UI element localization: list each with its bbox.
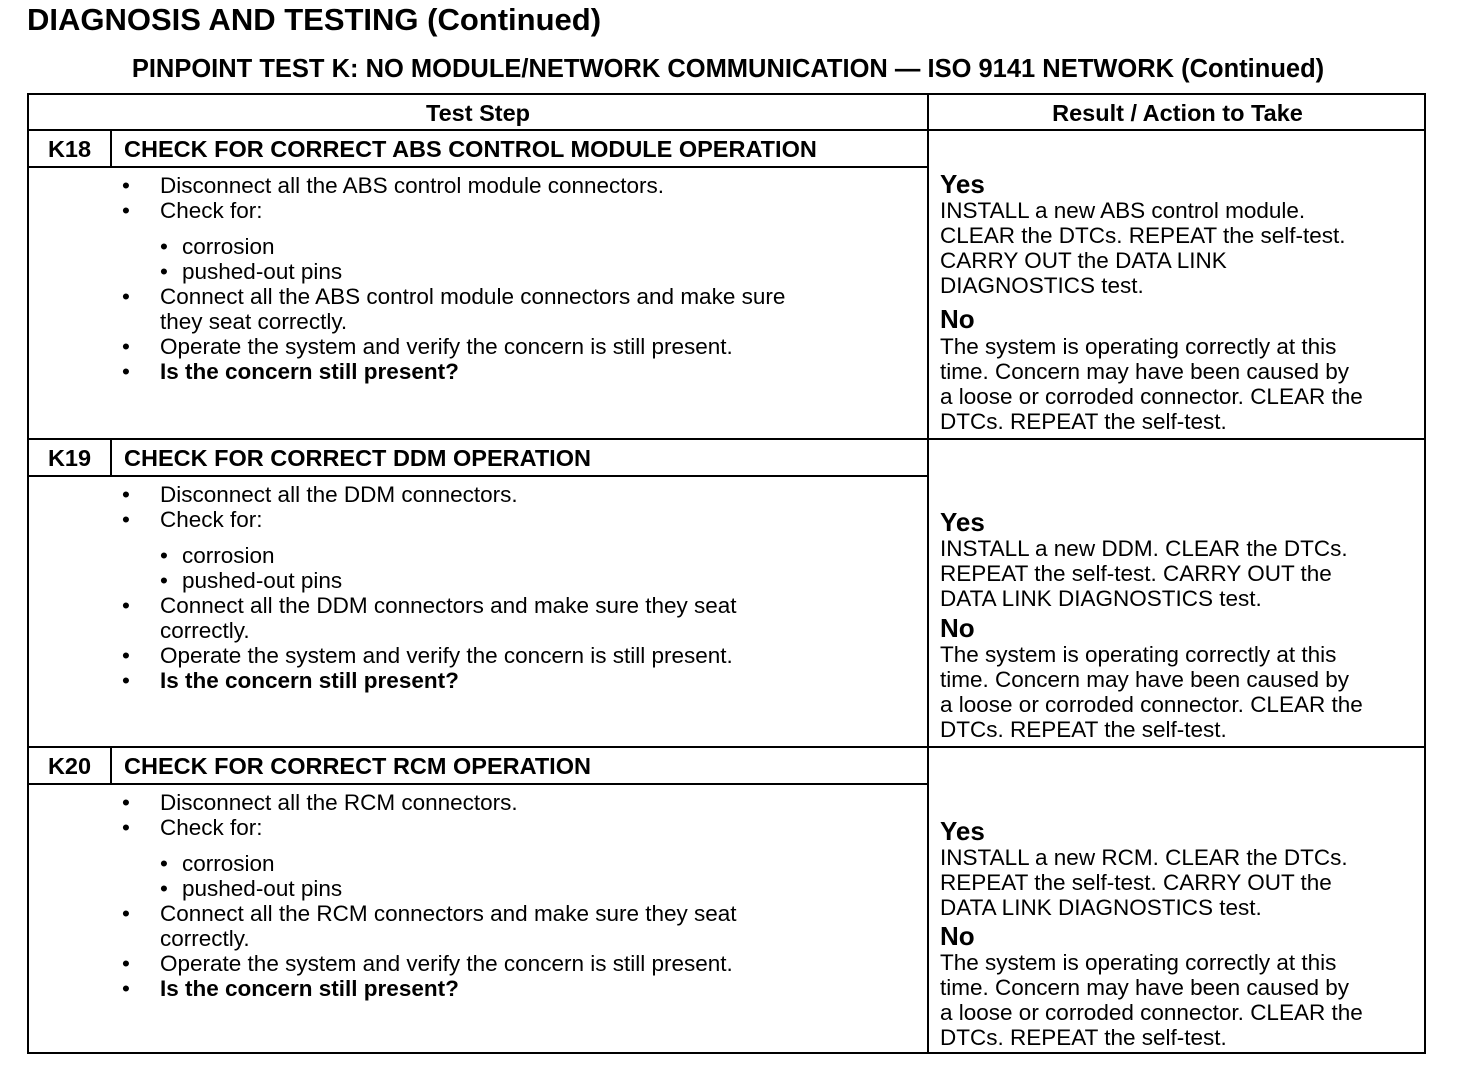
header-result-action: Result / Action to Take [929, 95, 1426, 131]
bullet: • [122, 482, 130, 507]
no-action-line: time. Concern may have been caused by [940, 667, 1349, 692]
pinpoint-test-title: PINPOINT TEST K: NO MODULE/NETWORK COMMUNICATION — ISO 9141 NETWORK (Continued) [131, 55, 1325, 83]
step-line: Operate the system and verify the concern is still present. [160, 643, 733, 668]
no-action-line: DTCs. REPEAT the self-test. [940, 409, 1227, 434]
step-body [29, 477, 929, 746]
yes-action-line: REPEAT the self-test. CARRY OUT the [940, 870, 1332, 895]
no-action-line: DTCs. REPEAT the self-test. [940, 1025, 1227, 1050]
bullet: • [122, 643, 130, 668]
test-block-k18 [29, 131, 1426, 440]
bullet: • [122, 593, 130, 618]
step-line: Connect all the RCM connectors and make sure they seat [160, 901, 737, 926]
yes-action-line: CARRY OUT the DATA LINK [940, 248, 1227, 273]
no-label: No [940, 304, 975, 334]
sub-bullet: • [160, 876, 168, 901]
step-title: CHECK FOR CORRECT DDM OPERATION [112, 440, 929, 477]
step-subitem: corrosion [182, 851, 275, 876]
step-line: Disconnect all the ABS control module connectors. [160, 173, 665, 198]
no-action-line: DTCs. REPEAT the self-test. [940, 717, 1227, 742]
sub-bullet: • [160, 259, 168, 284]
step-body [29, 785, 929, 1054]
step-line: Connect all the DDM connectors and make sure they seat [160, 593, 737, 618]
bullet: • [122, 173, 130, 198]
step-title: CHECK FOR CORRECT ABS CONTROL MODULE OPERATION [112, 131, 929, 168]
step-subitem: pushed-out pins [182, 259, 343, 284]
step-question: Is the concern still present? [160, 359, 459, 384]
step-line: Operate the system and verify the concern is still present. [160, 334, 733, 359]
yes-action-line: DIAGNOSTICS test. [940, 273, 1144, 298]
no-action-line: The system is operating correctly at this [940, 334, 1337, 359]
no-action-line: The system is operating correctly at this [940, 642, 1337, 667]
header-test-step: Test Step [29, 95, 929, 131]
yes-action-line: DATA LINK DIAGNOSTICS test. [940, 586, 1262, 611]
yes-action-line: REPEAT the self-test. CARRY OUT the [940, 561, 1332, 586]
bullet: • [122, 198, 130, 223]
step-body [29, 168, 929, 438]
step-question: Is the concern still present? [160, 668, 459, 693]
step-subitem: pushed-out pins [182, 568, 343, 593]
test-block-k19 [29, 440, 1426, 748]
step-subitem: corrosion [182, 543, 275, 568]
step-line: Check for: [160, 198, 263, 223]
sub-bullet: • [160, 543, 168, 568]
step-title: CHECK FOR CORRECT RCM OPERATION [112, 748, 929, 785]
bullet: • [122, 976, 130, 1001]
step-line: Check for: [160, 507, 263, 532]
bullet: • [122, 951, 130, 976]
yes-label: Yes [940, 816, 985, 846]
sub-bullet: • [160, 234, 168, 259]
yes-action-line: INSTALL a new ABS control module. [940, 198, 1306, 223]
yes-label: Yes [940, 169, 985, 199]
step-line: Check for: [160, 815, 263, 840]
bullet: • [122, 334, 130, 359]
step-line: correctly. [160, 926, 250, 951]
no-label: No [940, 921, 975, 951]
no-action-line: a loose or corroded connector. CLEAR the [940, 384, 1363, 409]
no-label: No [940, 613, 975, 643]
bullet: • [122, 507, 130, 532]
no-action-line: a loose or corroded connector. CLEAR the [940, 1000, 1363, 1025]
sub-bullet: • [160, 568, 168, 593]
yes-action-line: INSTALL a new RCM. CLEAR the DTCs. [940, 845, 1348, 870]
step-subitem: corrosion [182, 234, 275, 259]
pinpoint-test-table [27, 93, 1426, 1054]
step-subitem: pushed-out pins [182, 876, 343, 901]
step-line: correctly. [160, 618, 250, 643]
bullet: • [122, 815, 130, 840]
no-action-line: a loose or corroded connector. CLEAR the [940, 692, 1363, 717]
step-line: Connect all the ABS control module connectors and make sure [160, 284, 786, 309]
no-action-line: time. Concern may have been caused by [940, 359, 1349, 384]
yes-action-line: CLEAR the DTCs. REPEAT the self-test. [940, 223, 1346, 248]
no-action-line: The system is operating correctly at this [940, 950, 1337, 975]
yes-action-line: INSTALL a new DDM. CLEAR the DTCs. [940, 536, 1348, 561]
bullet: • [122, 668, 130, 693]
yes-label: Yes [940, 507, 985, 537]
no-action-line: time. Concern may have been caused by [940, 975, 1349, 1000]
step-question: Is the concern still present? [160, 976, 459, 1001]
test-block-k20 [29, 748, 1426, 1054]
step-id: K19 [29, 440, 112, 477]
step-id: K20 [29, 748, 112, 785]
page-title: DIAGNOSIS AND TESTING (Continued) [27, 2, 602, 37]
step-line: Operate the system and verify the concern is still present. [160, 951, 733, 976]
step-line: Disconnect all the RCM connectors. [160, 790, 518, 815]
bullet: • [122, 359, 130, 384]
bullet: • [122, 790, 130, 815]
yes-action-line: DATA LINK DIAGNOSTICS test. [940, 895, 1262, 920]
step-line: they seat correctly. [160, 309, 348, 334]
bullet: • [122, 284, 130, 309]
bullet: • [122, 901, 130, 926]
step-line: Disconnect all the DDM connectors. [160, 482, 518, 507]
step-id: K18 [29, 131, 112, 168]
sub-bullet: • [160, 851, 168, 876]
